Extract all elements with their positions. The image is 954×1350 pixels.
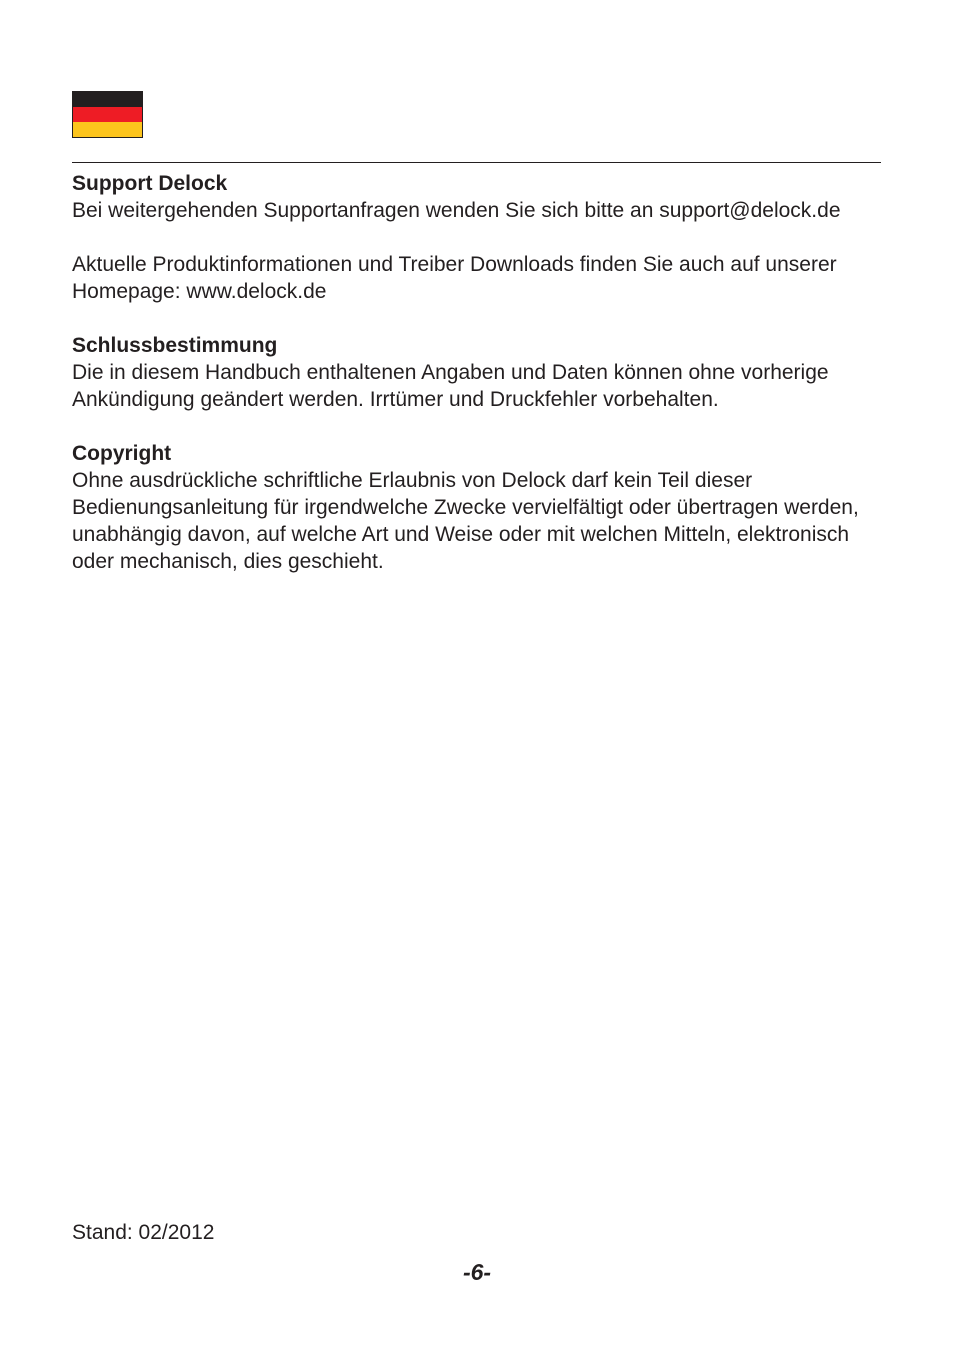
section-heading: Schlussbestimmung <box>72 334 278 357</box>
section-schlussbestimmung <box>72 332 884 413</box>
section-heading: Support Delock <box>72 172 228 195</box>
section-support <box>72 170 884 305</box>
section-paragraph: Die in diesem Handbuch enthaltenen Angaben und Daten können ohne vorherige Ankündigung geändert werden. Irrtümer und Druckfehler vorbehalten. <box>72 361 829 411</box>
section-heading: Copyright <box>72 442 172 465</box>
document-body <box>72 170 884 602</box>
revision-date: Stand: 02/2012 <box>72 1221 215 1244</box>
flag-band-black <box>73 92 142 107</box>
section-copyright <box>72 440 884 575</box>
germany-flag-icon <box>72 91 143 138</box>
flag-band-red <box>73 107 142 122</box>
page-number: -6- <box>462 1259 492 1285</box>
flag-band-gold <box>73 122 142 137</box>
section-paragraph: Aktuelle Produktinformationen und Treiber Downloads finden Sie auch auf unserer Homepage: www.delock.de <box>72 253 837 303</box>
header-divider <box>72 162 881 163</box>
section-paragraph: Ohne ausdrückliche schriftliche Erlaubnis von Delock darf kein Teil dieser Bedienungsanleitung für irgendwelche Zwecke vervielfältigt oder übertragen werden, unabhängig davon, auf welche Art und Weise oder mit welchen Mitteln, elektronisch oder mechanisch, dies geschieht. <box>72 469 859 573</box>
section-paragraph: Bei weitergehenden Supportanfragen wenden Sie sich bitte an support@delock.de <box>72 199 841 222</box>
